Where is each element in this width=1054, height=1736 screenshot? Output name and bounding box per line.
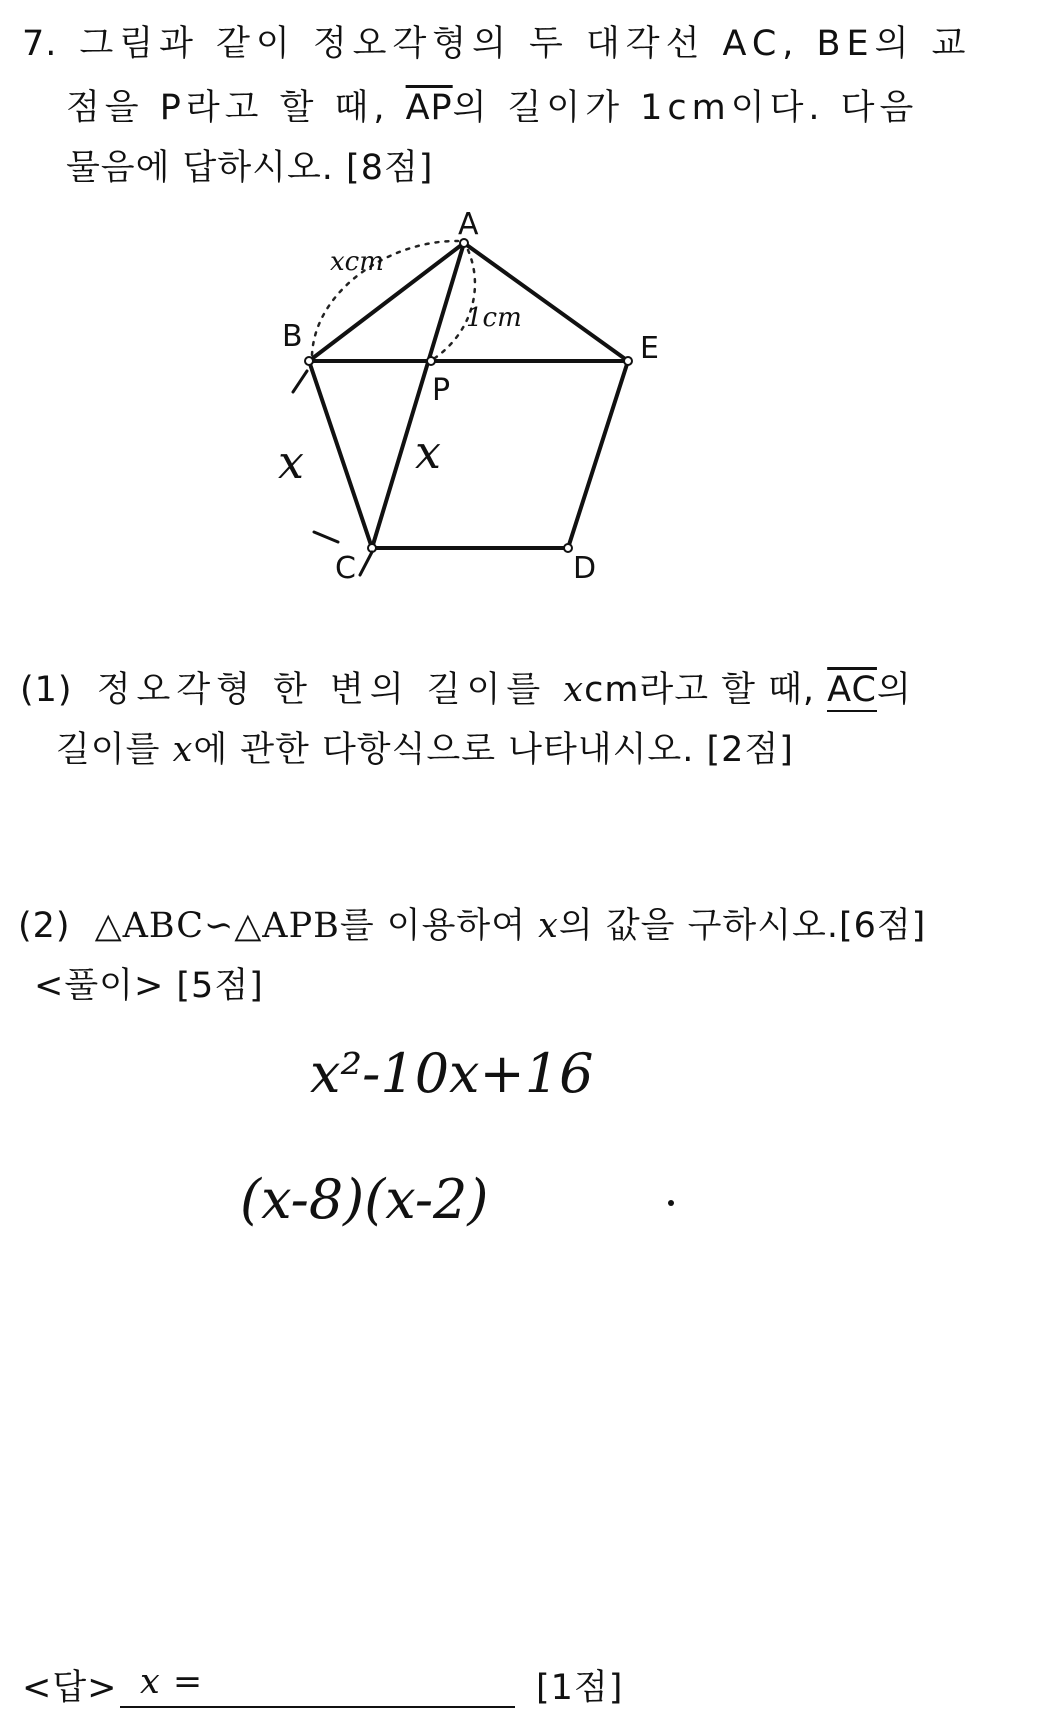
handwriting-line-1: x²-10x+16 [310,1042,594,1105]
stray-dot [668,1200,674,1206]
label-a: A [458,207,479,242]
label-d: D [573,551,597,586]
point-p-dot [427,357,435,365]
label-xcm: xcm [330,247,384,277]
tick-mark-c2 [360,552,372,575]
part1-line-1 [20,662,912,712]
part1-line-2 [56,722,794,772]
part2-number: (2) [18,906,71,946]
part1-line2-a: 길이를 [56,730,173,770]
answer-label: <답> [22,1668,118,1708]
question-number: 7. [22,24,58,64]
question-text-1: 그림과 같이 정오각형의 두 대각선 AC, BE의 교 [79,24,972,64]
part1-line2-b: 에 관한 다항식으로 나타내시오. [2점] [193,730,794,770]
point-d-dot [564,544,572,552]
part1-text-a: 정오각형 한 변의 길이를 [96,670,564,710]
answer-var: x = [140,1662,204,1702]
part2-text: △ABC∽△APB를 이용하여 [94,906,539,946]
diagonal-ac [372,243,464,548]
question-text-2b: 의 길이가 1cm이다. 다음 [452,88,919,128]
label-b: B [282,319,303,354]
answer-points: [1점] [536,1668,624,1708]
question-line-3: 물음에 답하시오. [8점] [66,148,434,188]
part1-var-x: x [563,670,585,710]
label-e: E [640,331,659,366]
segment-ac: $\overline{AC}$ [827,670,877,710]
part2-text-b: 의 값을 구하시오.[6점] [558,906,927,946]
tick-mark-c [314,532,338,542]
pentagon-outline [309,243,628,548]
solution-label: <풀이> [5점] [34,966,264,1006]
label-c: C [335,551,356,586]
handwritten-x-diagonal: x [415,425,441,479]
point-b-dot [305,357,313,365]
part2-var-x: x [538,906,559,946]
part1-number: (1) [20,670,73,710]
answer-row [22,1660,117,1710]
part1-text-c: 의 [876,670,912,710]
question-text-2a: 점을 P라고 할 때, [66,88,406,128]
pentagon-figure [0,0,1054,660]
handwriting-line-2: (x-8)(x-2) [240,1168,489,1231]
part1-line2-var: x [172,730,194,770]
label-p: P [432,373,451,408]
handwritten-x-side: x [278,435,304,489]
part2-line-1 [18,898,926,948]
answer-blank[interactable] [120,1706,515,1708]
tick-mark-b [293,371,307,392]
segment-ap: $\overline{AP}$ [405,88,453,128]
point-e-dot [624,357,632,365]
label-1cm: 1cm [466,303,522,333]
part1-text-b: cm라고 할 때, [584,670,828,710]
